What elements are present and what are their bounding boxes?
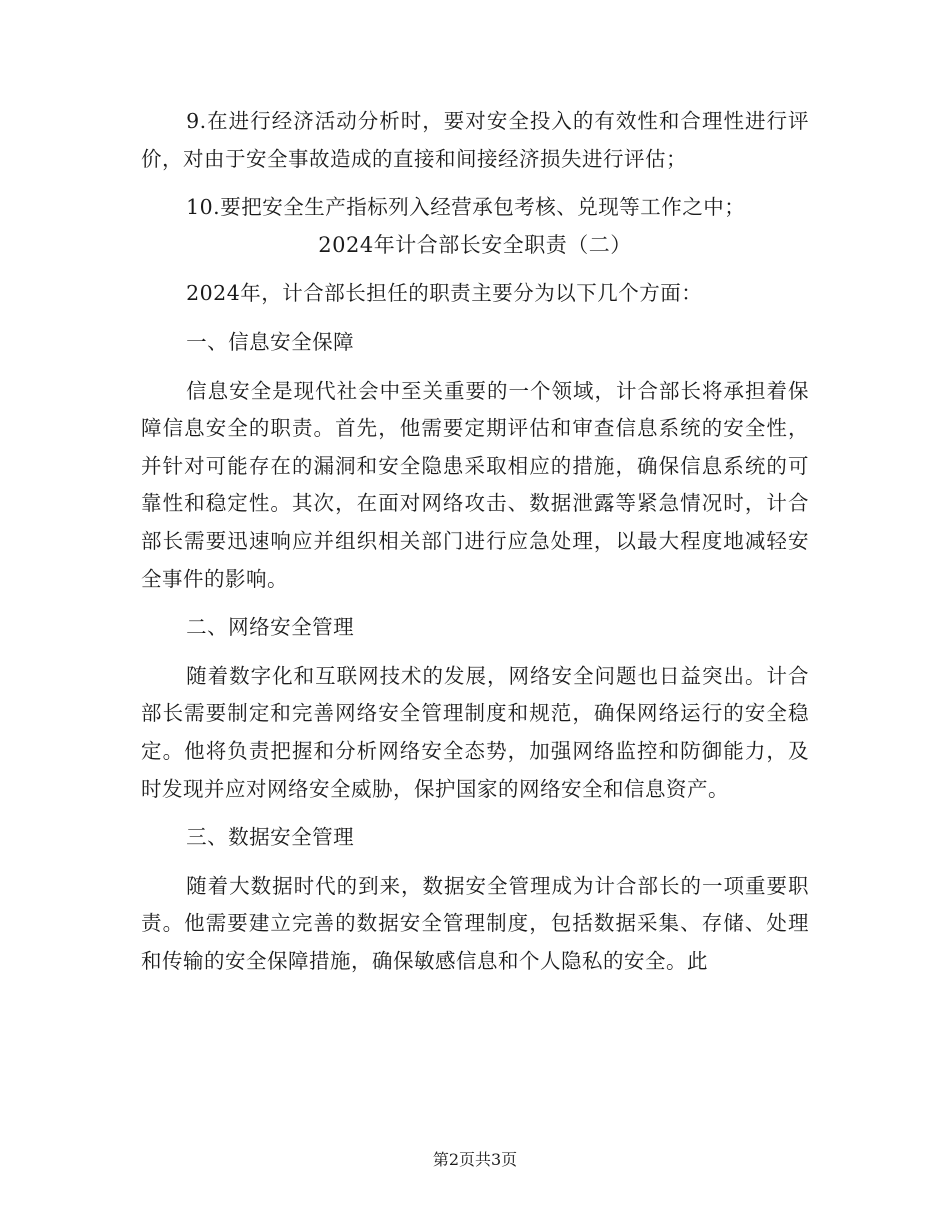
page-number: 第2页共3页 — [432, 1150, 518, 1169]
spacer — [141, 857, 809, 868]
section-heading-data-security: 三、数据安全管理 — [186, 825, 355, 850]
section-heading-info-security: 一、信息安全保障 — [186, 329, 355, 354]
spacer — [141, 647, 809, 658]
spacer — [141, 808, 809, 819]
spacer — [141, 178, 809, 189]
document-body — [141, 103, 809, 980]
paragraph-item-9: 9.在进行经济活动分析时，要对安全投入的有效性和合理性进行评价，对由于安全事故造成的直接和间接经济损失进行评估； — [141, 109, 809, 171]
section-body-data-security: 随着大数据时代的到来，数据安全管理成为计合部长的一项重要职责。他需要建立完善的数据安全管理制度，包括数据采集、存储、处理和传输的安全保障措施，确保敏感信息和个人隐私的安全。此 — [141, 873, 809, 973]
section-heading-network-security: 二、网络安全管理 — [186, 615, 355, 640]
spacer — [141, 362, 809, 373]
paragraph-item-10: 10.要把安全生产指标列入经营承包考核、兑现等工作之中； — [186, 195, 746, 220]
spacer — [141, 313, 809, 324]
spacer — [141, 264, 809, 275]
section-body-info-security: 信息安全是现代社会中至关重要的一个领域，计合部长将承担着保障信息安全的职责。首先，他需要定期评估和审查信息系统的安全性，并针对可能存在的漏洞和安全隐患采取相应的措施，确保信息系统的可靠性和稳定性。其次，在面对网络攻击、数据泄露等紧急情况时，计合部长需要迅速响应并组织相关部门进行应急处理，以最大程度地减轻安全事件的影响。 — [141, 378, 809, 591]
spacer — [141, 598, 809, 609]
intro-paragraph: 2024年，计合部长担任的职责主要分为以下几个方面： — [186, 281, 703, 306]
section-title: 2024年计合部长安全职责（二） — [318, 232, 632, 257]
section-body-network-security: 随着数字化和互联网技术的发展，网络安全问题也日益突出。计合部长需要制定和完善网络安全管理制度和规范，确保网络运行的安全稳定。他将负责把握和分析网络安全态势，加强网络监控和防御能力，及时发现并应对网络安全威胁，保护国家的网络安全和信息资产。 — [141, 663, 809, 801]
